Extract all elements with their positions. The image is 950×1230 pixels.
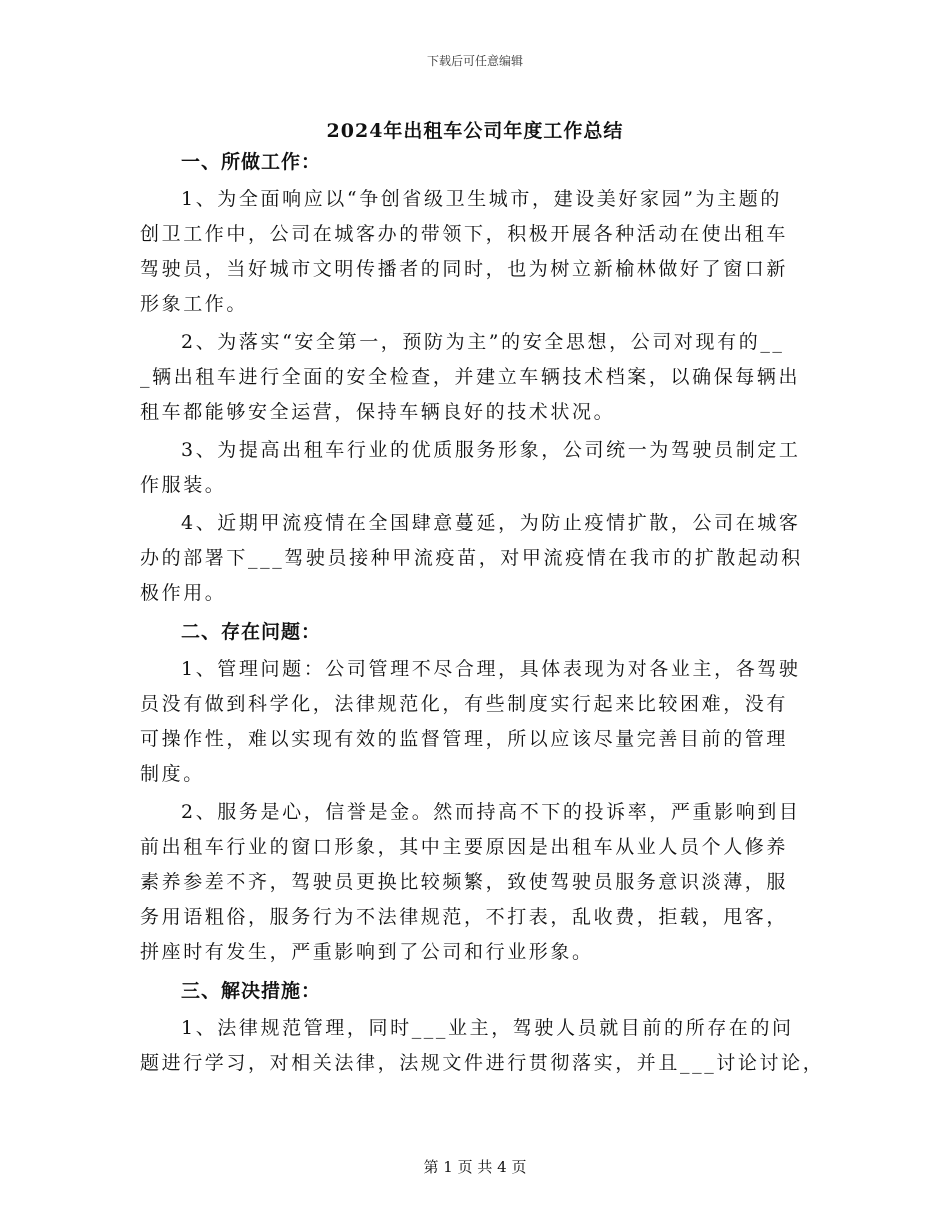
paragraph-line: 制度。 [140,763,205,785]
paragraph-line: 素养参差不齐，驾驶员更换比较频繁，致使驾驶员服务意识淡薄，服 [140,871,789,893]
paragraph-line: 1、法律规范管理，同时___业主，驾驶人员就目前的所存在的问 [181,1017,794,1039]
paragraph [140,1011,825,1081]
paragraph-line: 1、为全面响应以“争创省级卫生城市，建设美好家园”为主题的 [181,188,782,210]
paragraph-line: 拼座时有发生，严重影响到了公司和行业形象。 [140,941,594,963]
paragraph-line: 2、服务是心，信誉是金。然而持高不下的投诉率，严重影响到目 [181,801,801,823]
page-number-footer: 第 1 页 共 4 页 [423,1158,527,1176]
paragraph-line: 1、管理问题：公司管理不尽合理，具体表现为对各业主，各驾驶 [181,658,801,680]
paragraph-line: 形象工作。 [140,293,249,315]
section-heading: 一、所做工作： [181,151,322,173]
document-body [140,144,825,1084]
paragraph-line: 可操作性，难以实现有效的监督管理，所以应该尽量完善目前的管理 [140,728,789,750]
download-note: 下载后可任意编辑 [426,54,523,68]
paragraph-line: 务用语粗俗，服务行为不法律规范，不打表，乱收费，拒载，甩客， [140,906,789,928]
document-title: 2024年出租车公司年度工作总结 [326,120,624,142]
paragraph-line: _辆出租车进行全面的安全检查，并建立车辆技术档案，以确保每辆出 [140,366,801,388]
paragraph-line: 4、近期甲流疫情在全国肆意蔓延，为防止疫情扩散，公司在城客 [181,512,801,534]
section-heading: 二、存在问题： [181,621,322,643]
paragraph-line: 前出租车行业的窗口形象，其中主要原因是出租车从业人员个人修养 [140,836,789,858]
paragraph [140,795,812,970]
section-heading: 三、解决措施： [181,980,322,1002]
paragraph-line: 办的部署下___驾驶员接种甲流疫苗，对甲流疫情在我市的扩散起动积 [140,547,803,569]
paragraph-line: 极作用。 [140,582,227,604]
paragraph [140,433,812,503]
paragraph [140,506,812,611]
paragraph-line: 租车都能够安全运营，保持车辆良好的技术状况。 [140,401,616,423]
paragraph [140,325,812,430]
paragraph-line: 2、为落实“安全第一，预防为主”的安全思想，公司对现有的__ [181,331,785,353]
paragraph-line: 题进行学习，对相关法律，法规文件进行贯彻落实，并且___讨论讨论， [140,1052,825,1074]
paragraph-line: 驾驶员，当好城市文明传播者的同时，也为树立新榆林做好了窗口新 [140,258,789,280]
paragraph-line: 作服装。 [140,474,227,496]
paragraph-line: 员没有做到科学化，法律规范化，有些制度实行起来比较困难，没有 [140,693,789,715]
paragraph [140,652,812,792]
paragraph [140,182,812,322]
paragraph-line: 3、为提高出租车行业的优质服务形象，公司统一为驾驶员制定工 [181,439,801,461]
paragraph-line: 创卫工作中，公司在城客办的带领下，积极开展各种活动在使出租车 [140,223,789,245]
